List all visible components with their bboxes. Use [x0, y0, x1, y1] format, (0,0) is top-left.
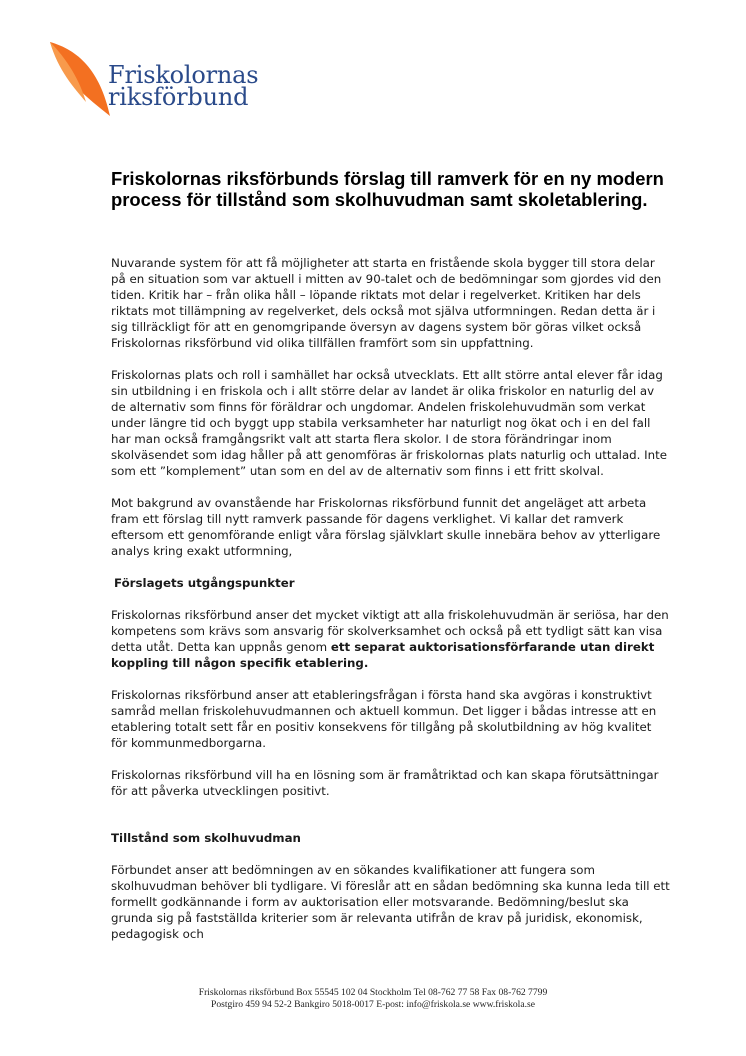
logo-line-2: riksförbund [108, 83, 249, 111]
paragraph-7: Förbundet anser att bedömningen av en sökandes kvalifikationer att fungera som skolhuvudman behöver bli tydligare. Vi föreslår att en sådan bedömning ska kunna leda till ett formellt godkännande i form av auktorisation eller motsvarande. Bedömning/beslut ska grunda sig på fastställda kriterier som är relevanta utifrån de krav på juridisk, ekonomisk, pedagogisk och [111, 863, 670, 941]
section-heading-1: Förslagets utgångspunkter [114, 576, 295, 590]
document-body [111, 255, 671, 942]
paragraph-6: Friskolornas riksförbund vill ha en lösning som är framåtriktad och kan skapa förutsättningar för att påverka utvecklingen positivt. [111, 768, 659, 798]
section-heading-2: Tillstånd som skolhuvudman [111, 831, 301, 845]
footer-payment-line: Postgiro 459 94 52-2 Bankgiro 5018-0017 E-post: info@friskola.se www.friskola.se [211, 999, 535, 1010]
logo-line-1: Friskolornas [108, 61, 259, 89]
logo-wordmark [108, 61, 259, 111]
paragraph-4-text: Friskolornas riksförbund anser det mycket viktigt att alla friskolehuvudmän är seriösa, har den kompetens som krävs som ansvarig för skolverksamhet och också på ett tydligt sätt kan visa detta utåt. Detta kan uppnås genom [111, 608, 669, 654]
paragraph-4-emphasis: ett separat auktorisationsförfarande utan direkt koppling till någon specifik etablering. [111, 640, 655, 670]
footer-address-line: Friskolornas riksförbund Box 55545 102 04 Stockholm Tel 08-762 77 58 Fax 08-762 7799 [198, 987, 548, 998]
organization-logo [48, 40, 278, 120]
paragraph-2: Friskolornas plats och roll i samhället har också utvecklats. Ett allt större antal elever får idag sin utbildning i en friskola och i allt större delar av landet är olika friskolor en naturlig del av de alternativ som finns för föräldrar och ungdomar. Andelen friskolehuvudmän som verkat under längre tid och byggt upp stabila verksamheter har naturligt nog ökat och i en del fall har man också framgångsrikt valt att starta flera skolor. I de stora förändringar inom skolväsendet som idag håller på att genomföras är friskolornas plats naturlig och uttalad. Inte som ett ”komplement” utan som en del av de alternativ som finns i ett fritt skolval. [111, 368, 668, 478]
paragraph-5: Friskolornas riksförbund anser att etableringsfrågan i första hand ska avgöras i konstruktivt samråd mellan friskolehuvudmannen och aktuell kommun. Det ligger i bådas intresse att en etablering totalt sett får en positiv konsekvens för tillgång på skolutbildning av hög kvalitet för kommunmedborgarna. [111, 688, 657, 750]
paragraph-1: Nuvarande system för att få möjligheter att starta en fristående skola bygger till stora delar på en situation som var aktuell i mitten av 90-talet och de bedömningar som gjordes vid den tiden. Kritik har – från olika håll – löpande riktats mot delar i regelverket. Kritiken har dels riktats mot tillämpning av regelverket, dels också mot själva utformningen. Redan detta är i sig tillräckligt för att en genomgripande översyn av dagens system bör göras vilket också Friskolornas riksförbund vid olika tillfällen framfört som sin uppfattning. [111, 256, 662, 350]
document-title: Friskolornas riksförbunds förslag till ramverk för en ny modern process för tillstånd som skolhuvudman samt skoletablering. [111, 168, 664, 210]
paragraph-4 [111, 607, 671, 671]
paragraph-3: Mot bakgrund av ovanstående har Friskolornas riksförbund funnit det angeläget att arbeta fram ett förslag till nytt ramverk passande för dagens verklighet. Vi kallar det ramverk eftersom ett genomförande enligt våra förslag självklart skulle innebära behov av ytterligare analys kring exakt utformning, [111, 496, 661, 558]
page-footer [0, 987, 746, 1011]
